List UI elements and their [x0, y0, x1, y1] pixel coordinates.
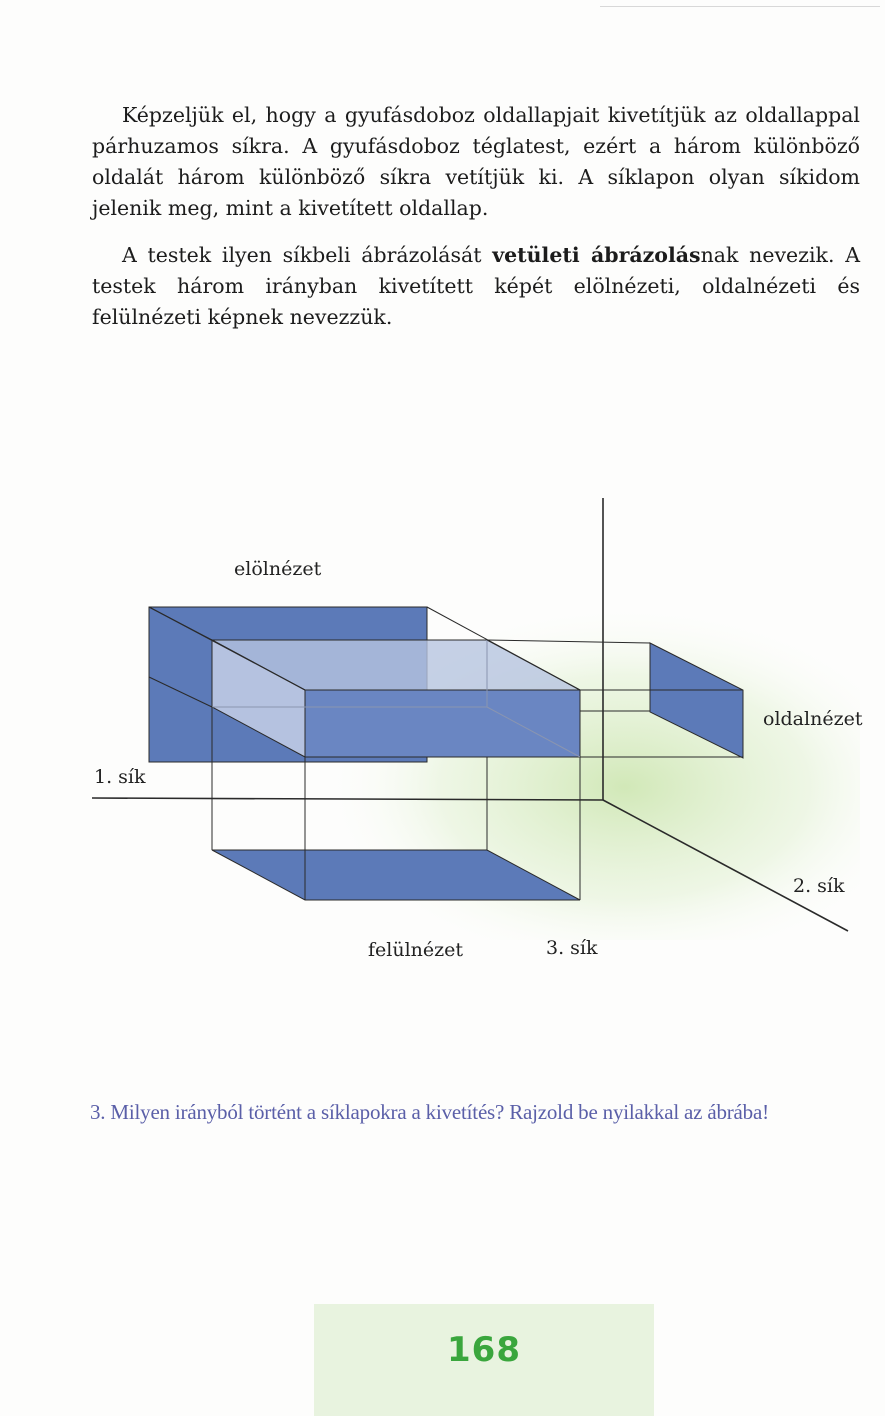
paragraph-2: [92, 240, 860, 333]
projection-diagram: [0, 470, 885, 990]
label-side-view: oldalnézet: [763, 708, 863, 730]
label-plane-1: 1. sík: [94, 766, 146, 788]
paragraph-1: Képzeljük el, hogy a gyufásdoboz oldallapjait kivetítjük az oldallappal párhuzamos síkra. A gyufásdoboz téglatest, ezért a három különböző oldalát három különböző síkra vetítjük ki. A síklapon olyan síkidom jelenik meg, mint a kivetített oldallap.: [92, 103, 860, 220]
paragraph-2-end: nak nevezik. A testek három irányban kivetített képét elölnézeti, oldalnézeti és felülnézeti képnek nevezzük.: [92, 243, 860, 329]
paragraph-2-start: A testek ilyen síkbeli ábrázolását: [122, 243, 493, 267]
label-front-view: elölnézet: [234, 558, 322, 580]
top-rule: [600, 6, 880, 7]
bold-term: vetületi ábrázolás: [492, 243, 701, 267]
label-plane-2: 2. sík: [793, 875, 845, 897]
page-number: 168: [447, 1330, 521, 1370]
box-front-face: [305, 690, 580, 757]
exercise-question: 3. Milyen irányból történt a síklapokra a kivetítés? Rajzold be nyilakkal az ábrába!: [90, 1100, 769, 1124]
projection-figure: [0, 470, 885, 990]
page-number-box: [314, 1304, 654, 1416]
label-top-view: felülnézet: [368, 939, 464, 961]
label-plane-3: 3. sík: [546, 937, 598, 959]
